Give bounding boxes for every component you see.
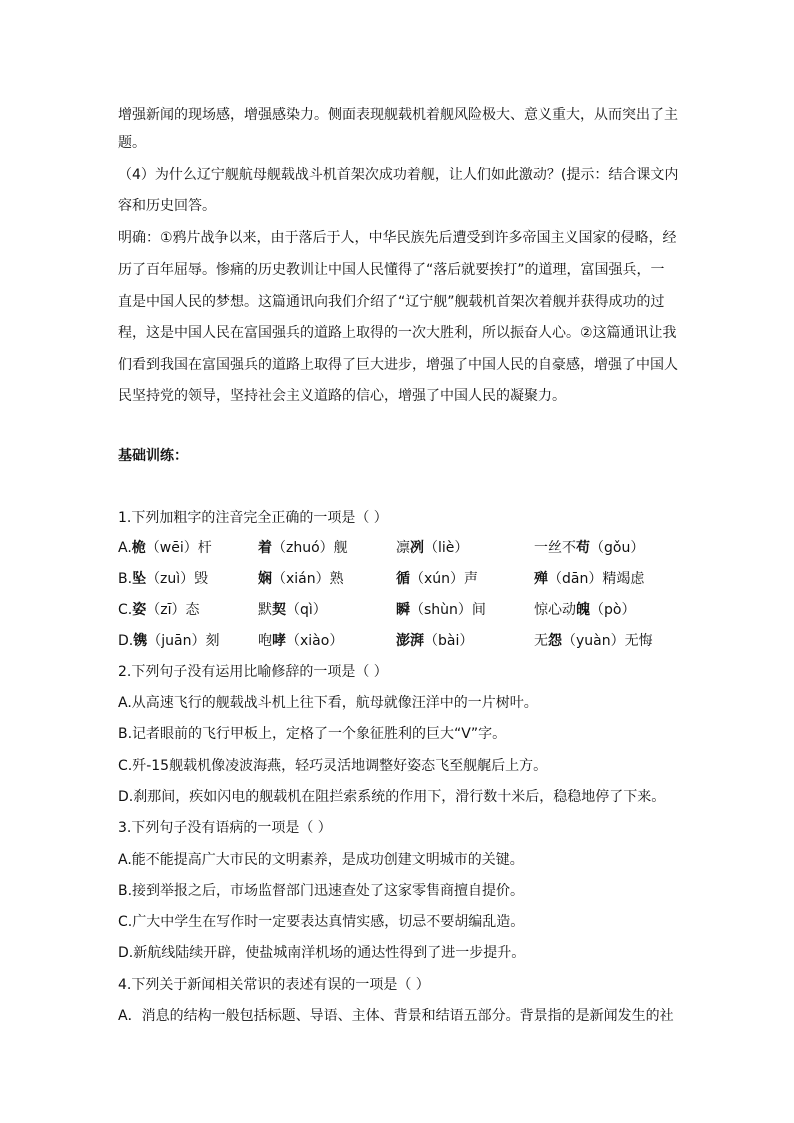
option-prefix: D. [118,633,134,649]
option-bold-char: 契 [272,602,286,618]
option-prefix: B. [118,571,133,587]
option-item [258,569,344,589]
text-line: 容和历史回答。 [118,198,216,214]
text-line: 增强新闻的现场感，增强感染力。侧面表现舰载机着舰风险极大、意义重大，从而突出了主 [118,107,678,123]
question-1-option-row-a [118,538,678,558]
option-bold-char: 魄 [576,602,590,618]
option-item [118,569,208,589]
question-3-option-a: A.能不能提高广大市民的文明素养，是成功创建文明城市的关键。 [118,852,524,868]
option-bold-char: 哮 [272,633,286,649]
option-bold-char: 循 [396,571,410,587]
option-suffix: （qì） [286,602,327,618]
question-3-option-b: B.接到举报之后，市场监督部门迅速查处了这家零售商擅自提价。 [118,883,525,899]
text-line: 明确：①鸦片战争以来，由于落后于人，中华民族先后遭受到许多帝国主义国家的侵略，经 [118,230,677,246]
option-bold-char: 殚 [534,571,548,587]
option-item [534,600,635,620]
option-item [534,538,644,558]
option-item [396,600,486,620]
option-prefix: C. [118,602,133,618]
option-prefix: 凛 [396,540,410,556]
option-suffix: （juān）刻 [147,633,220,649]
text-line: 们看到我国在富国强兵的道路上取得了巨大进步，增强了中国人民的自豪感，增强了中国人 [118,357,678,373]
text-line: 直是中国人民的梦想。这篇通讯向我们介绍了“辽宁舰”舰载机首架次着舰并获得成功的过 [118,294,665,310]
question-1-option-row-b [118,569,678,589]
option-bold-char: 瞬 [396,602,410,618]
option-suffix: （zuì）毁 [146,571,209,587]
option-prefix: 默 [258,602,272,618]
option-item [396,538,468,558]
option-suffix: （liè） [424,540,469,556]
question-4-option-a: A．消息的结构一般包括标题、导语、主体、背景和结语五部分。背景指的是新闻发生的社 [118,1008,674,1024]
option-suffix: （xián）熟 [272,571,344,587]
text-line: 民坚持党的领导，坚持社会主义道路的信心，增强了中国人民的凝聚力。 [118,388,566,404]
question-2-option-a: A.从高速飞行的舰载战斗机上往下看，航母就像汪洋中的一片树叶。 [118,695,538,711]
option-bold-char: 娴 [258,571,272,587]
question-2-option-c: C.歼-15舰载机像凌波海燕，轻巧灵活地调整好姿态飞至舰艉后上方。 [118,758,548,774]
option-item [118,631,219,651]
option-item [258,600,327,620]
question-4-stem: 4.下列关于新闻相关常识的表述有误的一项是（ ） [118,977,430,993]
option-suffix: （bài） [424,633,474,649]
question-1-stem: 1.下列加粗字的注音完全正确的一项是（ ） [118,510,388,526]
option-suffix: （xún）声 [410,571,479,587]
option-bold-char: 澎湃 [396,633,424,649]
option-item [258,538,348,558]
option-item [396,569,478,589]
question-3-option-d: D.新航线陆续开辟，使盐城南洋机场的通达性得到了进一步提升。 [118,945,526,961]
question-1-option-row-c [118,600,678,620]
text-line: 程，这是中国人民在富国强兵的道路上取得的一次大胜利，所以振奋人心。②这篇通讯让我 [118,325,677,341]
option-suffix: （xiào） [286,633,344,649]
option-suffix: （yuàn）无悔 [562,633,653,649]
section-heading: 基础训练： [118,448,188,464]
option-item [118,600,199,620]
option-suffix: （zī）态 [146,602,200,618]
option-suffix: （gǒu） [590,540,645,556]
question-1-option-row-d [118,631,678,651]
text-line: （4）为什么辽宁舰航母舰载战斗机首架次成功着舰，让人们如此激动？(提示：结合课文内 [118,167,679,183]
option-bold-char: 桅 [131,540,146,556]
question-2-option-d: D.刹那间，疾如闪电的舰载机在阻拦索系统的作用下，滑行数十米后，稳稳地停了下来。 [118,789,666,805]
option-bold-char: 冽 [410,540,424,556]
option-bold-char: 姿 [132,602,147,618]
option-bold-char: 苟 [576,540,590,556]
option-suffix: （pò） [590,602,636,618]
question-3-stem: 3.下列句子没有语病的一项是（ ） [118,820,332,836]
question-2-stem: 2.下列句子没有运用比喻修辞的一项是（ ） [118,664,388,680]
option-prefix: 惊心动 [534,602,576,618]
option-prefix: 咆 [258,633,272,649]
option-item [258,631,343,651]
option-bold-char: 镌 [133,633,148,649]
question-3-option-c: C.广大中学生在写作时一定要表达真情实感，切忌不要胡编乱造。 [118,914,525,930]
text-line: 历了百年屈辱。惨痛的历史教训让中国人民懂得了“落后就要挨打”的道理，富国强兵，一 [118,262,665,278]
option-prefix: 无 [534,633,548,649]
option-suffix: （wēi）杆 [145,540,212,556]
option-suffix: （zhuó）舰 [272,540,348,556]
option-prefix: A. [118,540,132,556]
option-item [534,569,644,589]
option-suffix: （shùn）间 [410,602,486,618]
text-line: 题。 [118,135,146,151]
option-prefix: 一丝不 [534,540,576,556]
question-2-option-b: B.记者眼前的飞行甲板上，定格了一个象征胜利的巨大“V”字。 [118,726,507,742]
option-item [396,631,473,651]
option-item [534,631,653,651]
option-item [118,538,212,558]
option-suffix: （dān）精竭虑 [548,571,645,587]
option-bold-char: 怨 [548,633,562,649]
option-bold-char: 着 [258,540,272,556]
option-bold-char: 坠 [132,571,147,587]
